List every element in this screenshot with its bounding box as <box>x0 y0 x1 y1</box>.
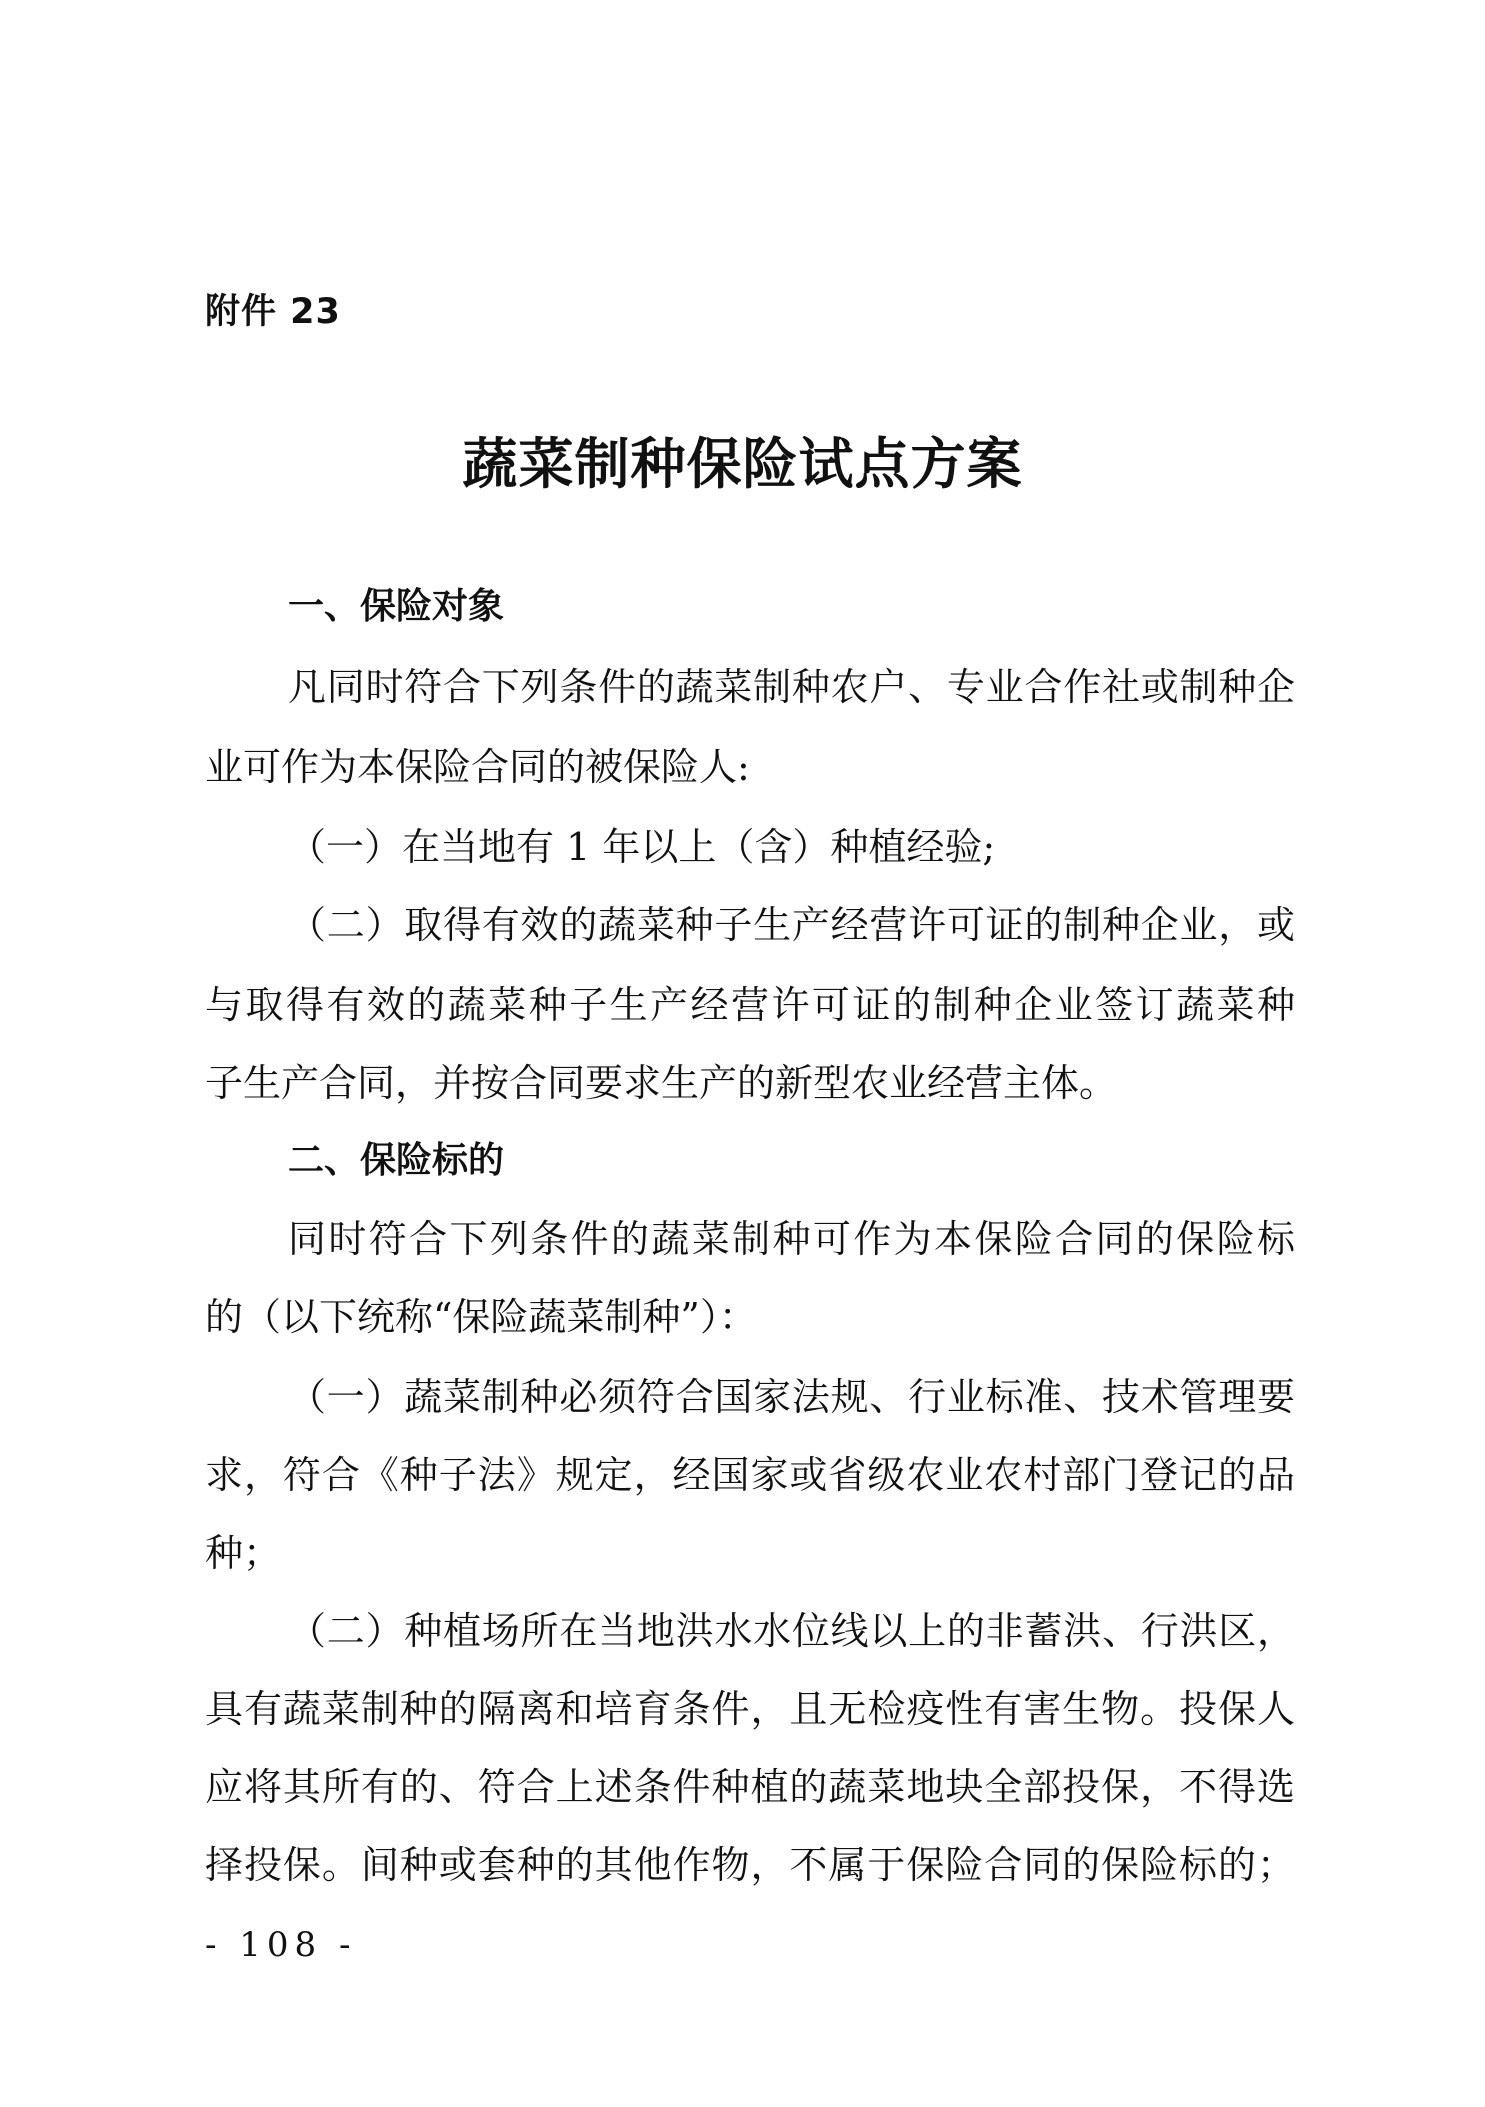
section-heading-insured: 一、保险对象 <box>288 586 505 627</box>
paragraph-line: 同时符合下列条件的蔬菜制种可作为本保险合同的保险标 <box>288 1217 1295 1261</box>
paragraph-line: 种； <box>205 1531 282 1575</box>
paragraph-line: （一）蔬菜制种必须符合国家法规、行业标准、技术管理要 <box>288 1375 1295 1419</box>
paragraph-line: 的（以下统称“保险蔬菜制种”）： <box>205 1295 757 1339</box>
paragraph-line: 凡同时符合下列条件的蔬菜制种农户、专业合作社或制种企 <box>288 665 1295 709</box>
paragraph-line: 应将其所有的、符合上述条件种植的蔬菜地块全部投保，不得选 <box>205 1765 1295 1809</box>
paragraph-line: 具有蔬菜制种的隔离和培育条件，且无检疫性有害生物。投保人 <box>205 1687 1295 1731</box>
attachment-label: 附件 23 <box>205 292 341 332</box>
paragraph-line: 与取得有效的蔬菜种子生产经营许可证的制种企业签订蔬菜种 <box>205 983 1295 1027</box>
paragraph-line: 子生产合同，并按合同要求生产的新型农业经营主体。 <box>205 1061 1118 1105</box>
paragraph-line: 择投保。间种或套种的其他作物，不属于保险合同的保险标的； <box>205 1843 1295 1887</box>
paragraph-line: （二）取得有效的蔬菜种子生产经营许可证的制种企业，或 <box>288 903 1295 947</box>
section-heading-subject: 二、保险标的 <box>288 1140 505 1181</box>
paragraph-line: （二）种植场所在当地洪水水位线以上的非蓄洪、行洪区， <box>288 1609 1295 1653</box>
document-title: 蔬菜制种保险试点方案 <box>462 431 1023 496</box>
paragraph-line: 业可作为本保险合同的被保险人: <box>205 745 750 789</box>
paragraph-line: （一）在当地有 1 年以上（含）种植经验; <box>288 825 996 869</box>
paragraph-line: 求，符合《种子法》规定，经国家或省级农业农村部门登记的品 <box>205 1453 1295 1497</box>
page-number: - 108 - <box>205 1925 357 1965</box>
